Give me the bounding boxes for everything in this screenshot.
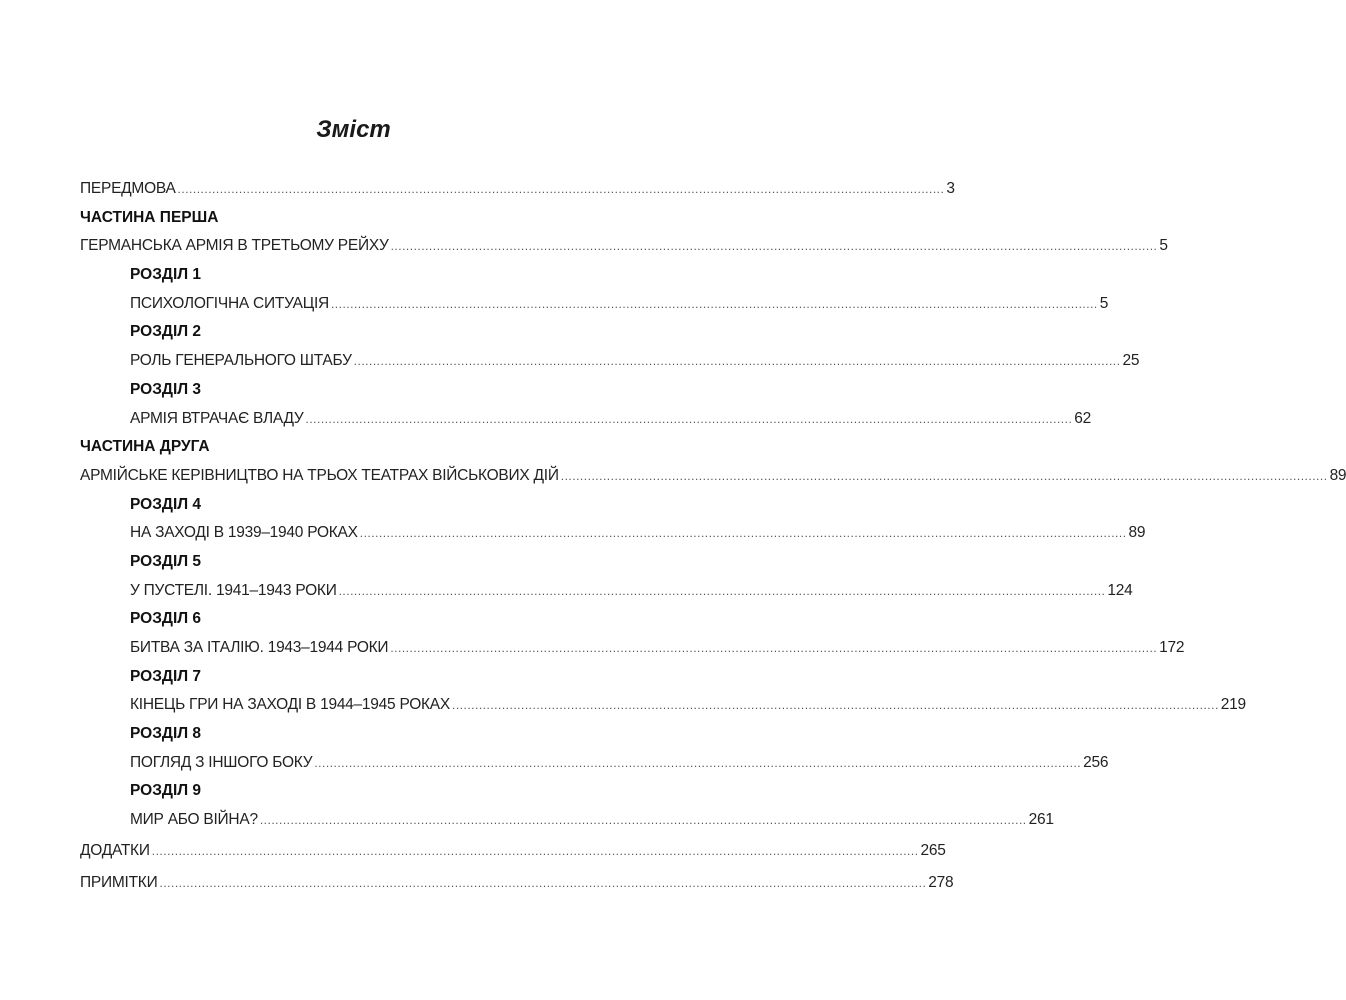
chapter-heading-7 [80,663,625,692]
dot-leader: ........................................................................................................................................................................................................ [451,698,1219,713]
entry-page: 278 [928,873,954,891]
entry-label: РОЗДІЛ 3 [130,380,202,398]
entry-label: ДОДАТКИ [80,842,150,860]
entry-label: АРМІЯ ВТРАЧАЄ ВЛАДУ [130,409,304,427]
toc-entry-chapter-5[interactable] [80,577,1133,606]
chapter-heading-8 [80,720,625,749]
entry-label: ГЕРМАНСЬКА АРМІЯ В ТРЕТЬОМУ РЕЙХУ [80,237,389,255]
entry-page: 62 [1074,409,1092,427]
dot-leader: ........................................................................................................................................................................................................ [390,641,1158,655]
entry-page: 265 [920,842,946,860]
dot-leader: ........................................................................................................................................................................................................ [560,468,1328,483]
entry-label: МИР АБО ВІЙНА? [130,811,258,829]
toc-entry-part-2[interactable] [80,462,1346,491]
toc-entry-chapter-2[interactable] [80,347,1140,376]
entry-page: 261 [1028,811,1054,829]
dot-leader: ........................................................................................................................................................................................................ [353,354,1121,369]
dot-leader: ........................................................................................................................................................................................................ [151,844,919,859]
dot-leader: ........................................................................................................................................................................................................ [314,755,1082,770]
part-heading-1 [80,204,625,233]
entry-page: 89 [1329,466,1346,484]
toc-entry-chapter-9[interactable] [80,806,1054,835]
entry-label: АРМІЙСЬКЕ КЕРІВНИЦТВО НА ТРЬОХ ТЕАТРАХ ВІЙСЬКОВИХ ДІЙ [80,466,559,484]
dot-leader: ........................................................................................................................................................................................................ [390,239,1158,254]
entry-page: 124 [1107,581,1133,599]
dot-leader: ........................................................................................................................................................................................................ [259,813,1027,828]
entry-page: 5 [1159,237,1168,255]
entry-label: ПРИМІТКИ [80,873,158,891]
chapter-heading-3 [80,376,625,405]
entry-label: ПОГЛЯД З ІНШОГО БОКУ [130,753,313,771]
entry-label: РОЗДІЛ 2 [130,323,202,341]
toc-entry-appendices[interactable] [80,836,946,866]
entry-page: 25 [1122,352,1140,370]
entry-label: РОЗДІЛ 7 [130,667,202,685]
dot-leader: ........................................................................................................................................................................................................ [330,296,1098,311]
toc-entry-chapter-1[interactable] [80,290,1109,319]
entry-label: РОЗДІЛ 6 [130,610,202,628]
dot-leader: ........................................................................................................................................................................................................ [359,526,1127,541]
dot-leader: ........................................................................................................................................................................................................ [305,411,1073,426]
dot-leader: ........................................................................................................................................................................................................ [159,875,927,890]
entry-page: 5 [1099,294,1109,312]
entry-label: РОЗДІЛ 4 [130,495,202,513]
entry-label: КІНЕЦЬ ГРИ НА ЗАХОДІ В 1944–1945 РОКАХ [130,696,450,714]
entry-page: 89 [1128,524,1146,542]
entry-page: 3 [946,180,955,197]
toc-entry-part-1[interactable] [80,232,1168,261]
part-heading-2 [80,433,625,462]
entry-label: РОЗДІЛ 1 [130,266,202,284]
dot-leader: ........................................................................................................................................................................................................ [338,583,1106,598]
chapter-heading-4 [80,491,625,520]
chapter-heading-5 [80,548,625,577]
chapter-heading-1 [80,261,625,290]
table-of-contents [80,175,1346,898]
entry-label: РОЗДІЛ 8 [130,725,202,743]
entry-label: ЧАСТИНА ПЕРША [80,208,219,226]
entry-label: РОЛЬ ГЕНЕРАЛЬНОГО ШТАБУ [130,352,352,370]
entry-label: НА ЗАХОДІ В 1939–1940 РОКАХ [130,524,358,542]
toc-entry-chapter-8[interactable] [80,749,1109,778]
toc-entry-chapter-7[interactable] [80,691,1246,720]
entry-label: РОЗДІЛ 5 [130,552,202,570]
toc-entry-chapter-4[interactable] [80,519,1146,548]
entry-label: ПЕРЕДМОВА [80,180,176,197]
toc-entry-preface[interactable] [80,175,955,204]
entry-label: ПСИХОЛОГІЧНА СИТУАЦІЯ [130,294,329,312]
chapter-heading-9 [80,777,625,806]
dot-leader: ........................................................................................................................................................................................................ [177,182,945,196]
toc-entry-notes[interactable] [80,868,954,898]
toc-entry-chapter-3[interactable] [80,405,1092,434]
entry-page: 219 [1220,696,1246,714]
chapter-heading-2 [80,318,625,347]
entry-label: У ПУСТЕЛІ. 1941–1943 РОКИ [130,581,337,599]
toc-entry-chapter-6[interactable] [80,634,1185,663]
page-title: Зміст [316,116,391,143]
entry-label: БИТВА ЗА ІТАЛІЮ. 1943–1944 РОКИ [130,639,389,656]
entry-label: ЧАСТИНА ДРУГА [80,438,210,456]
entry-label: РОЗДІЛ 9 [130,782,202,800]
chapter-heading-6 [80,605,625,634]
entry-page: 256 [1083,753,1109,771]
entry-page: 172 [1159,639,1185,656]
